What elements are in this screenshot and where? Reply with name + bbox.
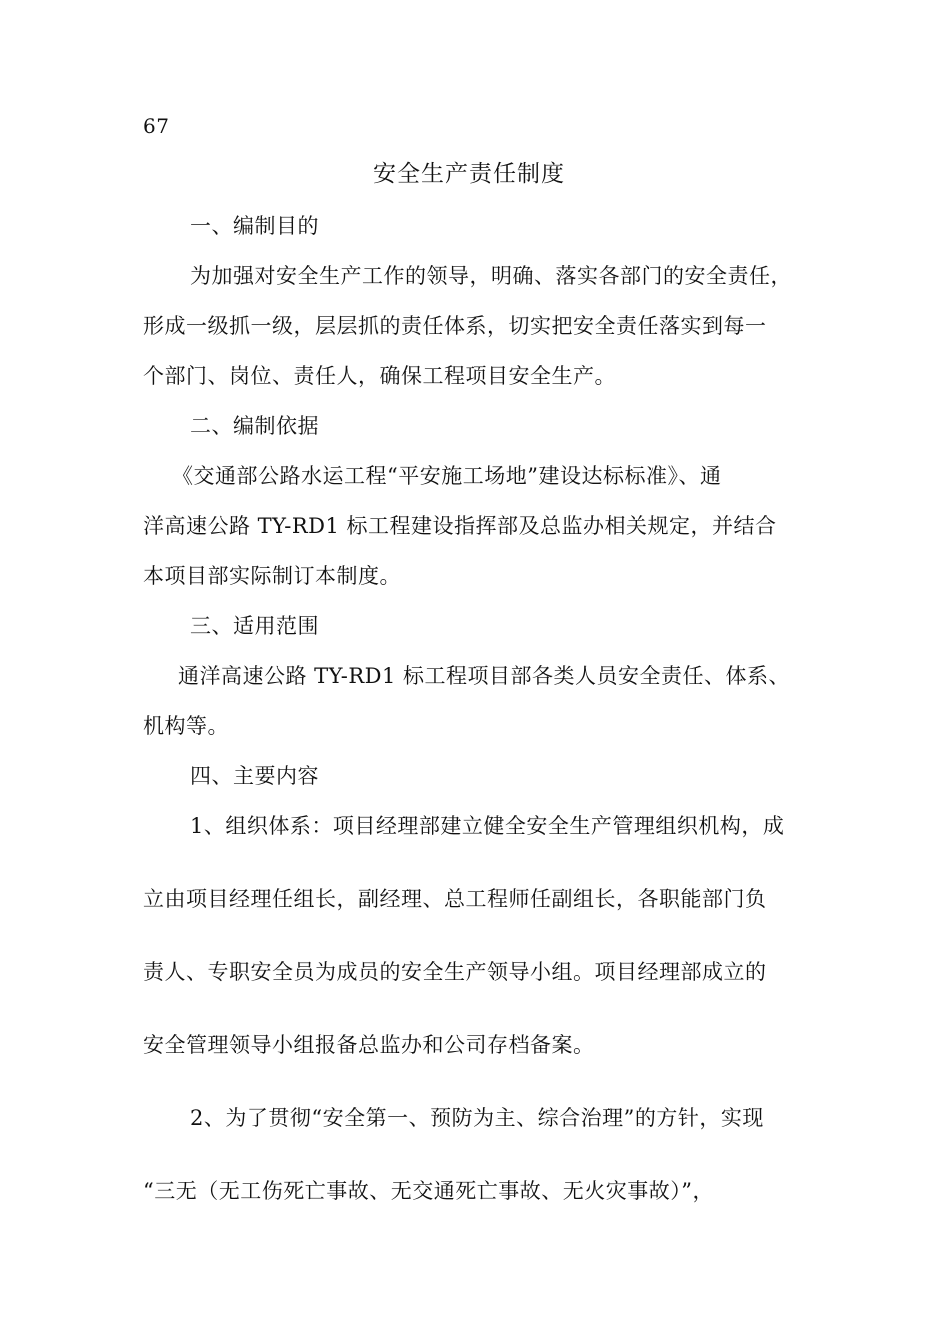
paragraph-line: 通洋高速公路 TY-RD1 标工程项目部各类人员安全责任、体系、 bbox=[178, 664, 791, 688]
page-number: 67 bbox=[143, 114, 170, 138]
section-heading: 二、编制依据 bbox=[190, 414, 319, 438]
section-heading: 四、主要内容 bbox=[190, 764, 319, 788]
paragraph-line: 《交通部公路水运工程“平安施工场地”建设达标标准》、通 bbox=[172, 464, 722, 488]
paragraph-line: 安全管理领导小组报备总监办和公司存档备案。 bbox=[143, 1033, 595, 1057]
paragraph-line: 形成一级抓一级，层层抓的责任体系，切实把安全责任落实到每一 bbox=[143, 314, 767, 338]
paragraph-line: 个部门、岗位、责任人，确保工程项目安全生产。 bbox=[143, 364, 616, 388]
paragraph-line: 立由项目经理任组长，副经理、总工程师任副组长，各职能部门负 bbox=[143, 887, 767, 911]
paragraph-line: 为加强对安全生产工作的领导，明确、落实各部门的安全责任， bbox=[190, 264, 792, 288]
paragraph-line: 洋高速公路 TY-RD1 标工程建设指挥部及总监办相关规定，并结合 bbox=[143, 514, 777, 538]
section-heading: 一、编制目的 bbox=[190, 214, 319, 238]
section-heading: 三、适用范围 bbox=[190, 614, 319, 638]
paragraph-line: 机构等。 bbox=[143, 714, 229, 738]
paragraph-line: 1、组织体系：项目经理部建立健全安全生产管理组织机构，成 bbox=[190, 814, 785, 838]
document-title: 安全生产责任制度 bbox=[373, 161, 565, 187]
paragraph-line: 责人、专职安全员为成员的安全生产领导小组。项目经理部成立的 bbox=[143, 960, 767, 984]
paragraph-line: 本项目部实际制订本制度。 bbox=[143, 564, 401, 588]
paragraph-line: 2、为了贯彻“安全第一、预防为主、综合治理”的方针，实现 bbox=[190, 1106, 764, 1130]
paragraph-line: “三无（无工伤死亡事故、无交通死亡事故、无火灾事故）”， bbox=[143, 1179, 714, 1203]
